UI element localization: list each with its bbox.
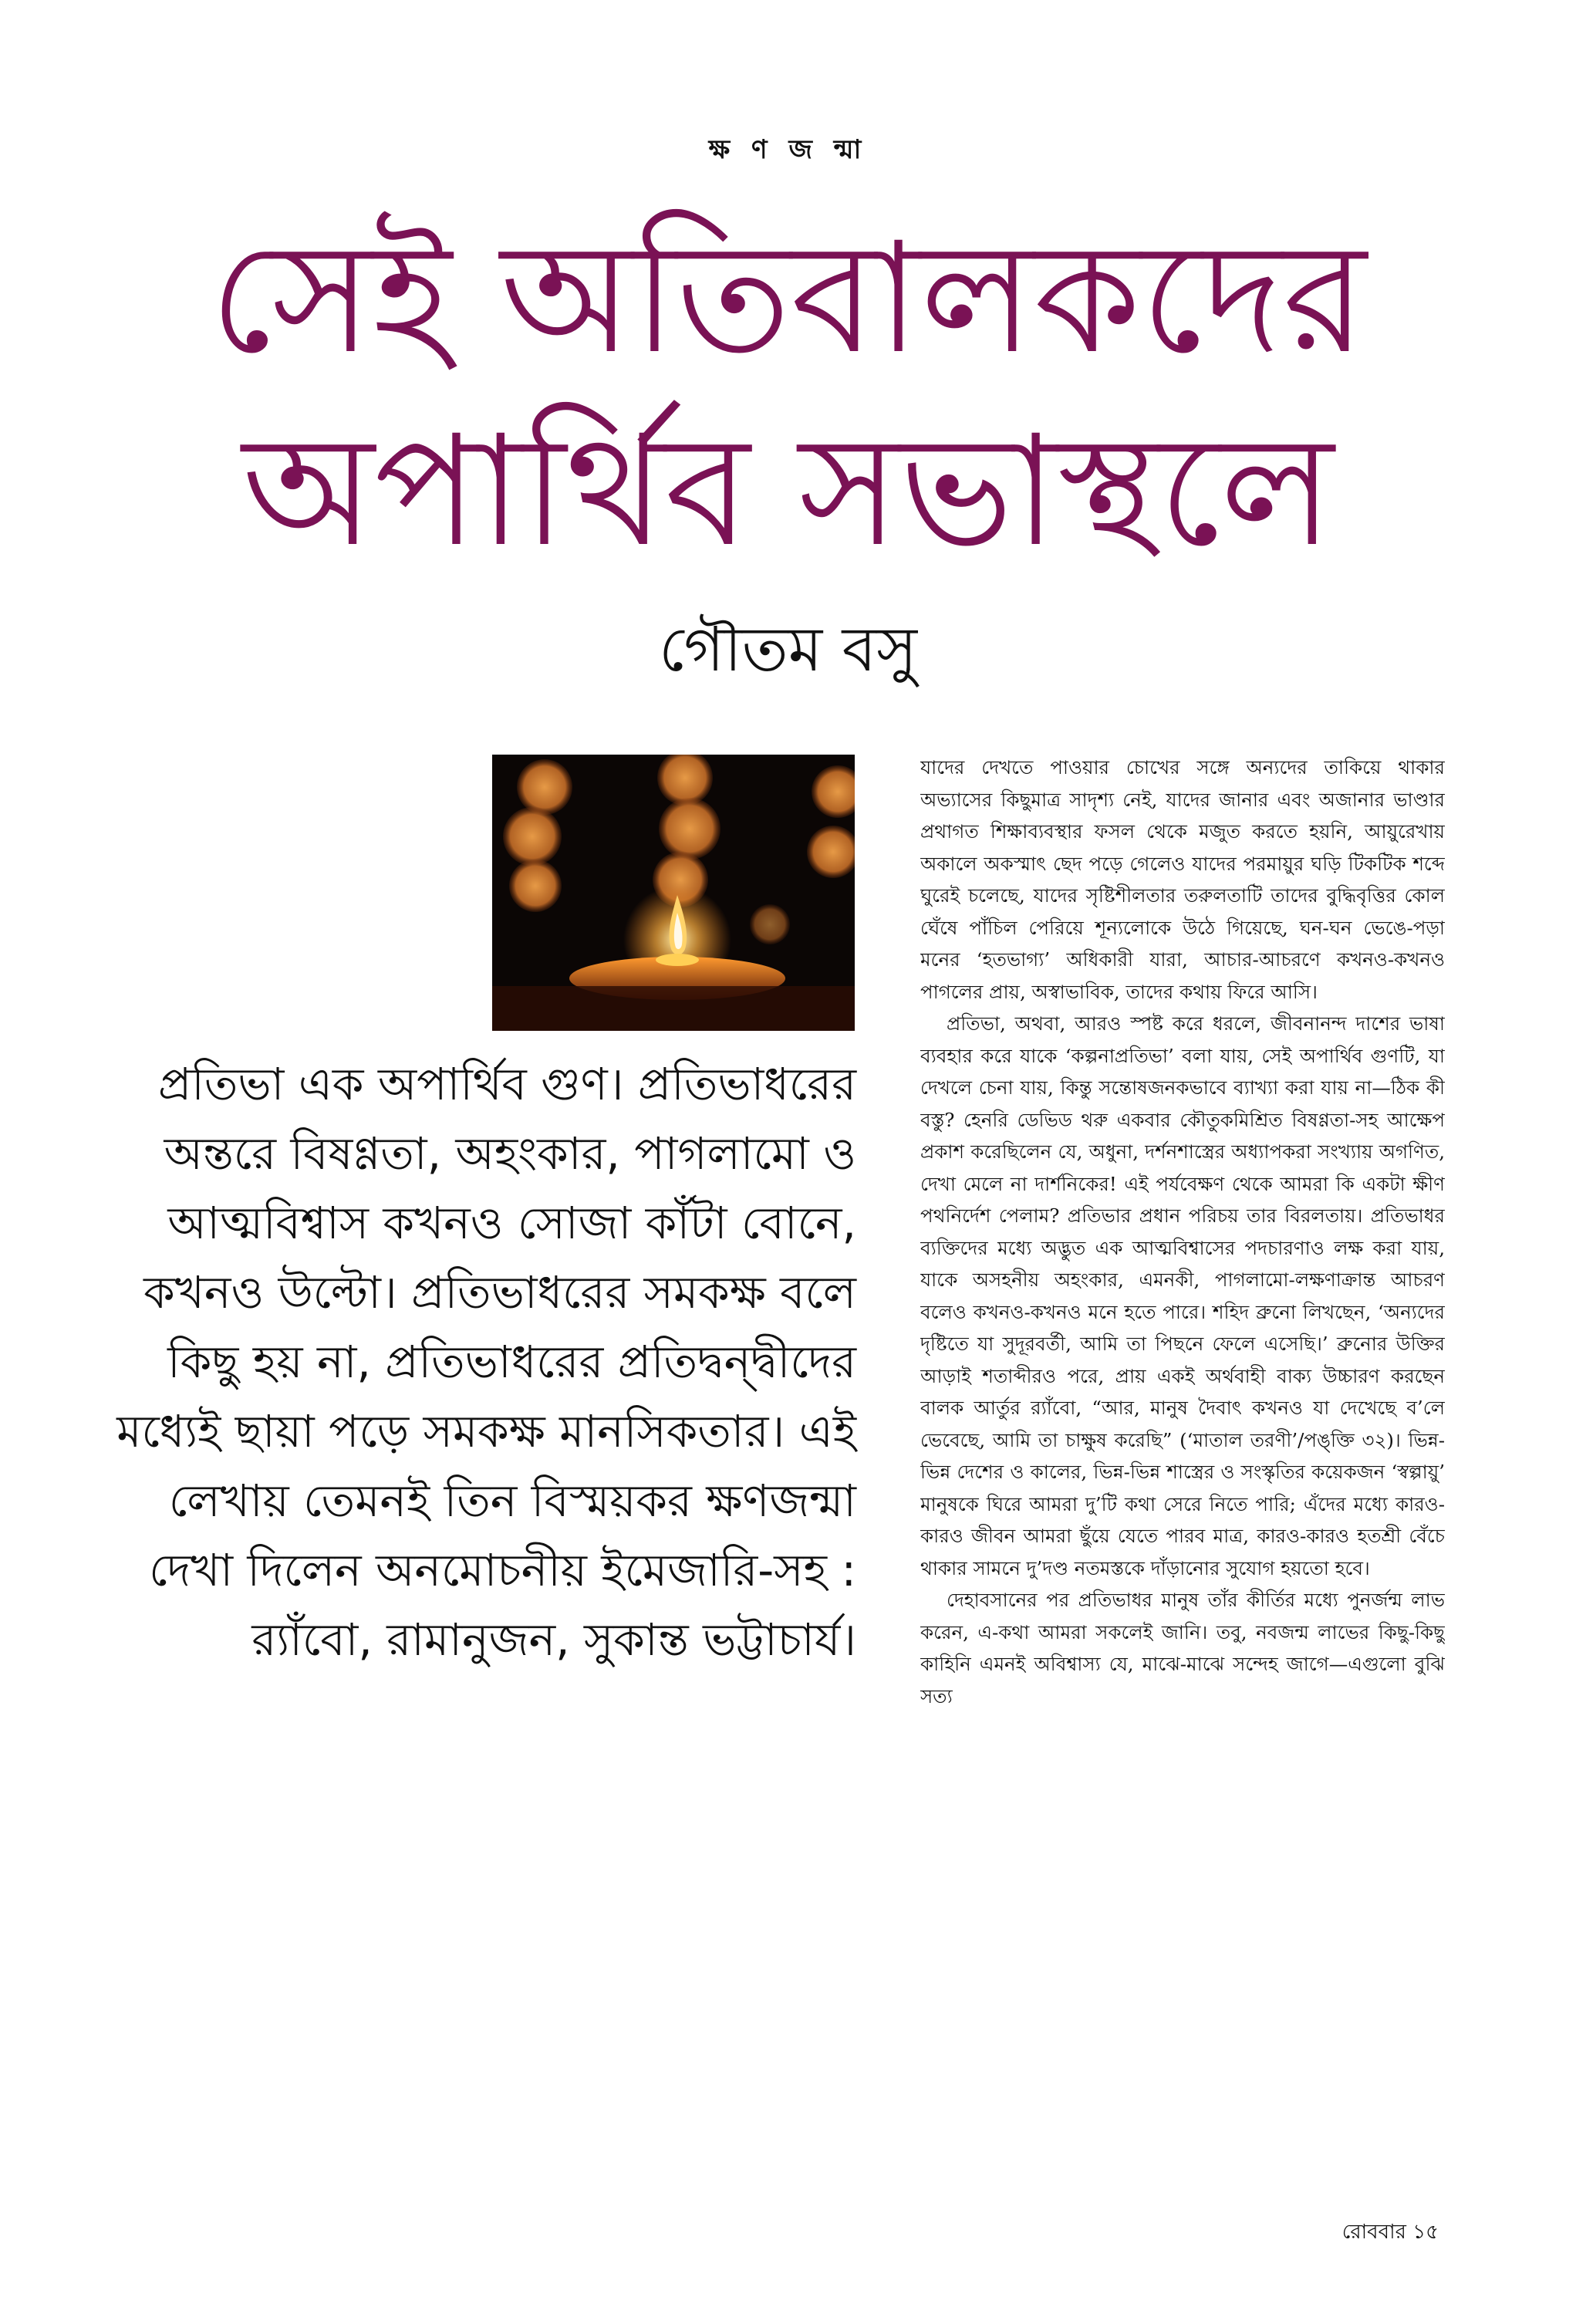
publication-name: রোববার xyxy=(1341,2221,1406,2244)
title-line-2: অপার্থিব সভাস্থলে xyxy=(241,402,1335,580)
bokeh-light xyxy=(659,798,721,860)
bokeh-light xyxy=(509,860,562,912)
bokeh-light xyxy=(750,904,790,944)
bokeh-light xyxy=(517,759,572,815)
candle-bokeh-photo xyxy=(492,755,855,1031)
article-title xyxy=(0,202,1576,588)
pull-quote: প্রতিভা এক অপার্থিব গুণ। প্রতিভাধরের অন্তরে বিষণ্ণতা, অহংকার, পাগলামো ও আত্মবিশ্বাস কখনও সোজা কাঁটা বোনে, কখনও উল্টো। প্রতিভাধরের সমকক্ষ বলে কিছু হয় না, প্রতিভাধরের প্রতিদ্বন্দ্বীদের মধ্যেই ছায়া পড়ে সমকক্ষ মানসিকতার। এই লেখায় তেমনই তিন বিস্ময়কর ক্ষণজন্মা দেখা দিলেন অনমোচনীয় ইমেজারি-সহ : র‍্যাঁবো, রামানুজন, সুকান্ত ভট্টাচার্য। xyxy=(116,1058,856,1666)
article-body xyxy=(920,752,1445,2164)
title-line-1: সেই অতিবালকদের xyxy=(209,209,1367,387)
author-name: গৌতম বসু xyxy=(658,613,918,685)
candle-photo-svg xyxy=(492,755,855,1031)
page-footer xyxy=(1342,2216,1439,2250)
bokeh-light xyxy=(503,807,562,866)
page-number: ১৫ xyxy=(1412,2221,1439,2244)
body-paragraph-3: দেহাবসানের পর প্রতিভাধর মানুষ তাঁর কীর্তির মধ্যে পুনর্জন্ম লাভ করেন, এ-কথা আমরা সকলেই জানি। তবু, নবজন্ম লাভের কিছু-কিছু কাহিনি এমনই অবিশ্বাস্য যে, মাঝে-মাঝে সন্দেহ জাগে—এগুলো বুঝি সত্য xyxy=(920,1589,1445,1708)
section-label: ক্ষ ণ জ ন্মা xyxy=(708,134,868,165)
body-paragraph-1: যাদের দেখতে পাওয়ার চোখের সঙ্গে অন্যদের তাকিয়ে থাকার অভ্যাসের কিছুমাত্র সাদৃশ্য নেই, যাদের জানার এবং অজানার ভাণ্ডার প্রথাগত শিক্ষাব্যবস্থার ফসল থেকে মজুত করতে হয়নি, আয়ুরেখায় অকালে অকস্মাৎ ছেদ পড়ে গেলেও যাদের পরমায়ুর ঘড়ি টিকটিক শব্দে ঘুরেই চলেছে, যাদের সৃষ্টিশীলতার তরুলতাটি তাদের বুদ্ধিবৃত্তির কোল ঘেঁষে পাঁচিল পেরিয়ে শূন্যলোকে উঠে গিয়েছে, ঘন-ঘন ভেঙে-পড়া মনের ‘হতভাগ্য’ অধিকারী যারা, আচার-আচরণে কখনও-কখনও পাগলের প্রায়, অস্বাভাবিক, তাদের কথায় ফিরে আসি। xyxy=(920,756,1445,1003)
body-paragraph-2: প্রতিভা, অথবা, আরও স্পষ্ট করে ধরলে, জীবনানন্দ দাশের ভাষা ব্যবহার করে যাকে ‘কল্পনাপ্রতিভা’ বলা যায়, সেই অপার্থিব গুণটি, যা দেখলে চেনা যায়, কিন্তু সন্তোষজনকভাবে ব্যাখ্যা করা যায় না—ঠিক কী বস্তু? হেনরি ডেভিড থরু একবার কৌতুকমিশ্রিত বিষণ্ণতা-সহ আক্ষেপ প্রকাশ করেছিলেন যে, অধুনা, দর্শনশাস্ত্রের অধ্যাপকরা সংখ্যায় অগণিত, দেখা মেলে না দার্শনিকের! এই পর্যবেক্ষণ থেকে আমরা কি একটা ক্ষীণ পথনির্দেশ পেলাম? প্রতিভার প্রধান পরিচয় তার বিরলতায়। প্রতিভাধর ব্যক্তিদের মধ্যে অদ্ভুত এক আত্মবিশ্বাসের পদচারণাও লক্ষ করা যায়, যাকে অসহনীয় অহংকার, এমনকী, পাগলামো-লক্ষণাক্রান্ত আচরণ বলেও কখনও-কখনও মনে হতে পারে। শহিদ ব্রুনো লিখছেন, ‘অন্যদের দৃষ্টিতে যা সুদূরবর্তী, আমি তা পিছনে ফেলে এসেছি।’ ব্রুনোর উক্তির আড়াই শতাব্দীরও পরে, প্রায় একই অর্থবাহী বাক্য উচ্চারণ করছেন বালক আর্তুর র‍্যাঁবো, “আর, মানুষ দৈবাৎ কখনও যা দেখেছে ব’লে ভেবেছে, আমি তা চাক্ষুষ করেছি” (‘মাতাল তরণী’/পঙ্‌ক্তি ৩২)। ভিন্ন-ভিন্ন দেশের ও কালের, ভিন্ন-ভিন্ন শাস্ত্রের ও সংস্কৃতির কয়েকজন ‘স্বল্পায়ু’ মানুষকে ঘিরে আমরা দু’টি কথা সেরে নিতে পারি; এঁদের মধ্যে কারও-কারও জীবন আমরা ছুঁয়ে যেতে পারব মাত্র, কারও-কারও হতশ্রী বেঁচে থাকার সামনে দু’দণ্ড নতমস্তকে দাঁড়ানোর সুযোগ হয়তো হবে। xyxy=(920,1012,1445,1579)
